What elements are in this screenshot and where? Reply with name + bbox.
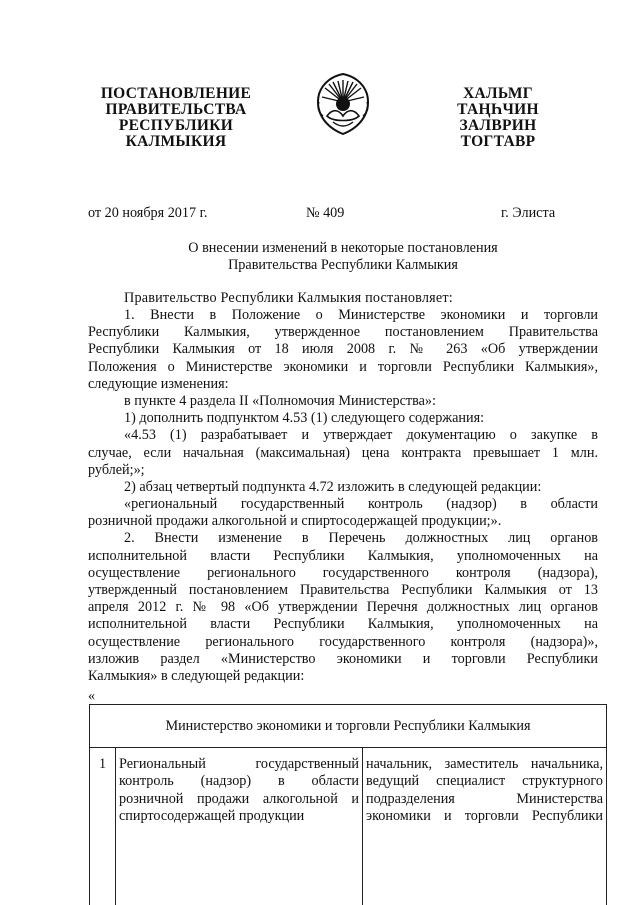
document-title [88, 240, 598, 274]
body-line: «4.53 (1) разрабатывает и утверждает документацию о закупке в [124, 427, 598, 444]
body-line: Республики Калмыкия от 18 июля 2008 г. № 263 «Об утверждении [88, 341, 598, 358]
body-line: апреля 2012 г. № 98 «Об утверждении Перечня должностных лиц органов [88, 599, 598, 616]
body-line: Республики Калмыкия, утвержденное постановлением Правительства [88, 324, 598, 341]
body-line: следующие изменения: [88, 375, 229, 392]
body-line: случае, если начальная (максимальная) цена контракта превышает 1 млн. [88, 444, 598, 461]
table-cell-line: экономики и торговли Республики [366, 808, 603, 825]
quote-mark: « [88, 688, 96, 704]
emblem-icon [313, 72, 373, 136]
officials-cell [363, 748, 607, 905]
table-cell-line: контроль (надзор) в области [119, 773, 359, 790]
body-line: исполнительной власти Республики Калмыкия, уполномоченных на [88, 616, 598, 633]
header-right-line: ТОГТАВР [460, 133, 536, 150]
header-left-line: ПРАВИТЕЛЬСТВА [105, 101, 247, 118]
body-line: Положения о Министерстве экономики и торговли Республики Калмыкия», [88, 358, 598, 375]
table-cell-line: розничной продажи алкогольной и [119, 790, 359, 807]
table-header-cell [90, 705, 607, 748]
table-cell-line: начальник, заместитель начальника, [366, 756, 603, 772]
header-left-line: ПОСТАНОВЛЕНИЕ [100, 85, 252, 102]
body-line: исполнительной власти Республики Калмыкия, уполномоченных на [88, 547, 598, 564]
body-line: рублей;»; [88, 461, 145, 478]
header-right [442, 86, 554, 150]
table-cell-line: подразделения Министерства [366, 790, 603, 807]
row-number: 1 [98, 756, 107, 772]
intro-line: Правительство Республики Калмыкия постановляет: [124, 290, 453, 306]
body-line: в пункте 4 раздела II «Полномочия Министерства»: [124, 392, 436, 409]
table-cell-line: спиртосодержащей продукции [119, 808, 305, 825]
document-city: г. Элиста [501, 205, 556, 221]
table-cell-line: ведущий специалист структурного [366, 773, 603, 790]
document-number: № 409 [306, 205, 345, 221]
body-line: изложив раздел «Министерство экономики и торговли Республики [88, 650, 598, 667]
table-header: Министерство экономики и торговли Республики Калмыкия [165, 717, 531, 734]
body-line: Калмыкия» в следующей редакции: [88, 667, 305, 684]
header-left [92, 86, 260, 150]
body-line: 1. Внести в Положение о Министерстве экономики и торговли [124, 307, 598, 323]
body-line: утвержденный постановлением Правительства Республики Калмыкия от 13 [88, 582, 598, 598]
row-number-cell [90, 748, 116, 905]
body-line: розничной продажи алкогольной и спиртосодержащей продукции;». [88, 513, 502, 530]
header-right-line: ЗАЛВРИН [459, 117, 537, 134]
header-right-line: ТАҢҺЧИН [457, 101, 539, 118]
title-line: О внесении изменений в некоторые постановления [188, 240, 498, 256]
positions-table [89, 704, 607, 905]
title-line: Правительства Республики Калмыкия [228, 257, 458, 274]
document-body [88, 307, 598, 685]
body-line: 2. Внести изменение в Перечень должностных лиц органов [124, 530, 598, 547]
body-line: осуществление регионального государственного контроля (надзора), [88, 564, 598, 581]
header-left-line: РЕСПУБЛИКИ [118, 117, 234, 134]
header-right-line: ХАЛЬМГ [463, 85, 533, 102]
body-line: 1) дополнить подпунктом 4.53 (1) следующего содержания: [124, 410, 485, 427]
body-line: осуществление регионального государственного контроля (надзора)», [88, 633, 598, 650]
body-line: 2) абзац четвертый подпункта 4.72 изложить в следующей редакции: [124, 478, 542, 495]
header-left-line: КАЛМЫКИЯ [125, 133, 227, 150]
control-type-cell [116, 748, 363, 905]
document-date: от 20 ноября 2017 г. [88, 205, 208, 221]
body-line: «региональный государственный контроль (надзор) в области [124, 496, 598, 513]
table-cell-line: Региональный государственный [119, 756, 359, 772]
